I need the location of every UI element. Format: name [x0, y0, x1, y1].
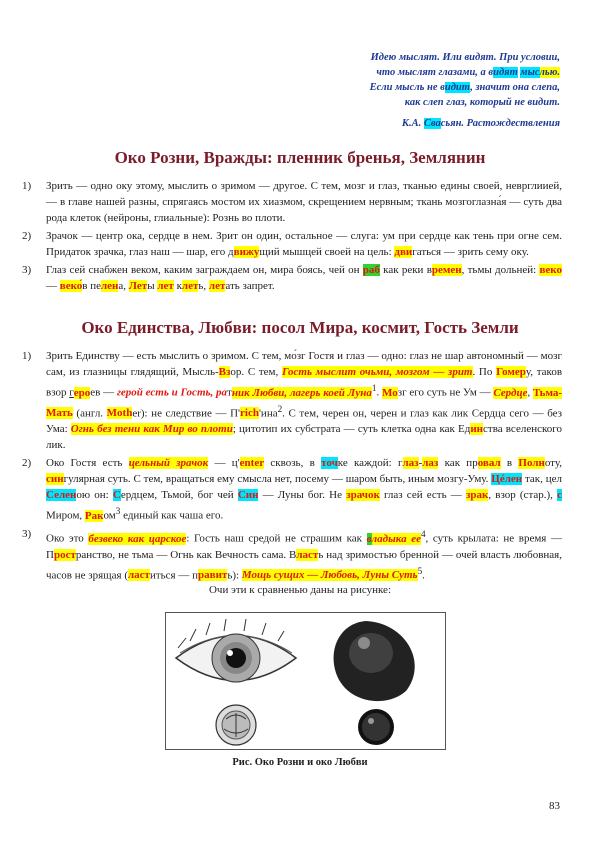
epigraph-line: что мыслят глазами, а видят мыслью.	[376, 67, 560, 78]
section-2-title: Око Единства, Любви: посол Мира, космит, Гость Земли	[81, 318, 519, 337]
section-1-list	[22, 178, 562, 296]
epigraph-line: Идею мыслят. Или видят. При условии,	[370, 52, 560, 63]
human-eye-icon	[176, 619, 296, 682]
list-item: 2) Око Гостя есть цельный зрачок — ц'enter сквозь, в точке каждой: глаз-лаз как провал в Полноту, сингулярная суть. С тем, вращаться ему смысла нет, посему — шаром быть, иным мозгу-Уму. Цéлен так, цел Селеною он: Сердцем, Тьмой, бог чей Син — Луны бог. Не зрачок глаз сей есть — зрак, взор (стар.), с Миром, Раком$^3$ единый как чаша его.	[22, 457, 562, 522]
page-number: 83	[549, 800, 560, 812]
brain-icon	[216, 705, 256, 745]
list-item: 3) Глаз сей снабжен веком, каким заграждаем он, мира боясь, чей он раб как реки времен, тьмы дольней: веко — веко́в пелена, Леты лет клеть, летать запрет.	[22, 264, 562, 292]
dark-sphere-icon	[358, 709, 394, 745]
list-item: 1) Зрить — одно оку этому, мыслить о зримом — другое. С тем, мозг и глаз, тканью едины своей, неврглиией, — в главе нашей разны, спрягаясь мостом их хиазмом, скрещением нервным; ткань мозгоглазна́я — суть два рода клеток (нейроны, глиальные): Рознь во плоти.	[22, 180, 562, 224]
epigraph	[230, 50, 560, 131]
dark-eye-icon	[334, 621, 415, 701]
section-2-list	[22, 348, 562, 585]
figure-caption: Рис. Око Розни и око Любви	[232, 757, 368, 768]
epigraph-line: как слеп глаз, который не видит.	[404, 97, 560, 108]
figure-intro: Очи эти к сравненью даны на рисунке:	[208, 584, 391, 596]
list-item: 2) Зрачок — центр ока, сердце в нем. Зрит он один, остальное — слуга: ум при сердце как тень при огне сем. Придаток зрачка, глаз наш — шар, его движущий мышцей своей на цель: двигаться — зрить сему оку.	[22, 230, 562, 258]
list-item: 3) Око это безвеко как царское: Гость наш средой не страшим как владыка $ее^4$, суть крылата: не время — Пространство, не тьма — Огнь как Вечность сама. Власть над зримостью бренной — очей власть любовная, часов не зрящая (ластиться — править): Мощь сущих — Любовь, Луны Суть$^5$.	[22, 527, 562, 582]
epigraph-line: Если мысль не видит, значит она слепа,	[369, 82, 560, 93]
list-item: 1) Зрить Единству — есть мыслить о зримом. С тем, мо́зг Гостя и глаз — одно: глаз не шар автономный — мозг сам, из глазницы глядящий, Мысль-Взор. С тем, Гость мыслит очьми, мозгом — зрит. По Гомеру, таков взор героев — герой есть и Гость, ратник Любви, лагерь коей Луна$^1$. Мозг его суть не Ум — Сердце, Тьма-Мать (англ. Mother): не следствие — П'rich'ина$^2$. С тем, черен он, черен и глаз как лик Сердца сего — без Ума: Огнь без тени как Мир во плоти; цитотип их субстрата — суть клетка одна как Единства вселенского лик.	[22, 350, 563, 452]
section-1-title: Око Розни, Вражды: пленник бренья, Землянин	[114, 148, 486, 167]
eyes-figure	[165, 612, 446, 750]
epigraph-author: К.А. Свасьян. Растождествления	[401, 118, 560, 129]
eyes-illustration	[166, 613, 445, 749]
